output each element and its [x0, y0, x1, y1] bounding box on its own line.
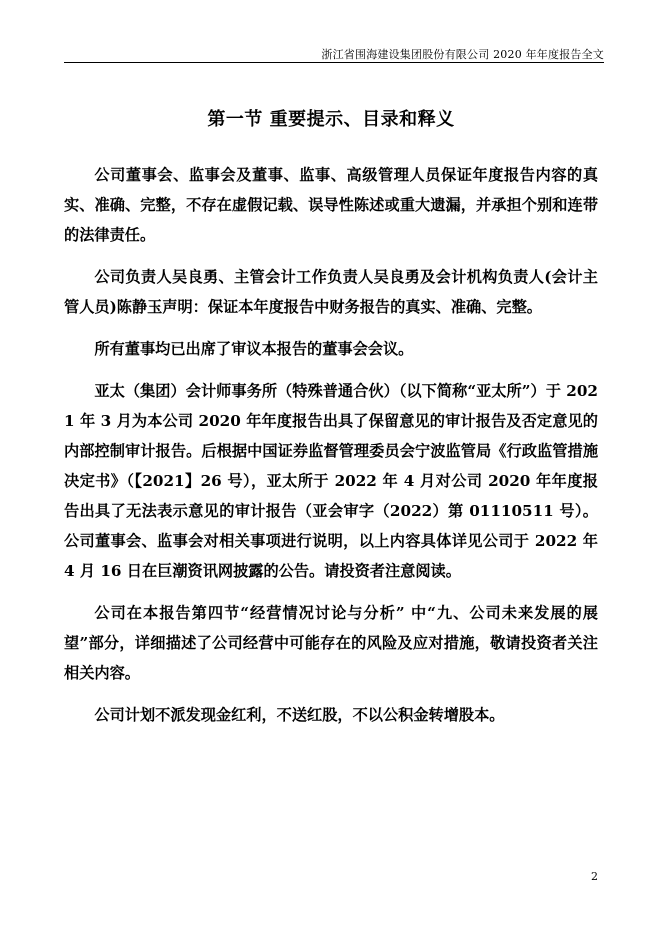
paragraph-audit-opinion: 亚太（集团）会计师事务所（特殊普通合伙）（以下简称“亚太所”）于 2021 年 3 月为本公司 2020 年年度报告出具了保留意见的审计报告及否定意见的内部控制审计报告。后根据中国证券监督管理委员会宁波监管局《行政监管措施决定书》（【2021】26 号），亚太所于 2022 年 4 月对公司 2020 年年度报告出具了无法表示意见的审计报告（亚会审字（2022）第 01110511 号）。公司董事会、监事会对相关事项进行说明，以上内容具体详见公司于 2022 年 4 月 16 日在巨潮资讯网披露的公告。请投资者注意阅读。	[64, 382, 598, 580]
paragraph-risk-notice: 公司在本报告第四节“经营情况讨论与分析” 中“九、公司未来发展的展望”部分，详细描述了公司经营中可能存在的风险及应对措施，敬请投资者关注相关内容。	[64, 604, 598, 682]
paragraph-responsible-persons: 公司负责人吴良勇、主管会计工作负责人吴良勇及会计机构负责人(会计主管人员)陈静玉声明：保证本年度报告中财务报告的真实、准确、完整。	[64, 268, 598, 316]
header-divider	[64, 62, 604, 63]
page-number: 2	[591, 870, 598, 883]
running-header: 浙江省围海建设集团股份有限公司 2020 年年度报告全文	[321, 48, 604, 61]
paragraph-dividend-plan: 公司计划不派发现金红利，不送红股，不以公积金转增股本。	[94, 706, 505, 724]
body-content	[64, 160, 598, 742]
paragraph-board-attendance: 所有董事均已出席了审议本报告的董事会会议。	[94, 340, 414, 358]
section-title: 第一节 重要提示、目录和释义	[207, 109, 455, 130]
paragraph-board-assurance: 公司董事会、监事会及董事、监事、高级管理人员保证年度报告内容的真实、准确、完整，不存在虚假记载、误导性陈述或重大遗漏，并承担个别和连带的法律责任。	[64, 166, 598, 244]
